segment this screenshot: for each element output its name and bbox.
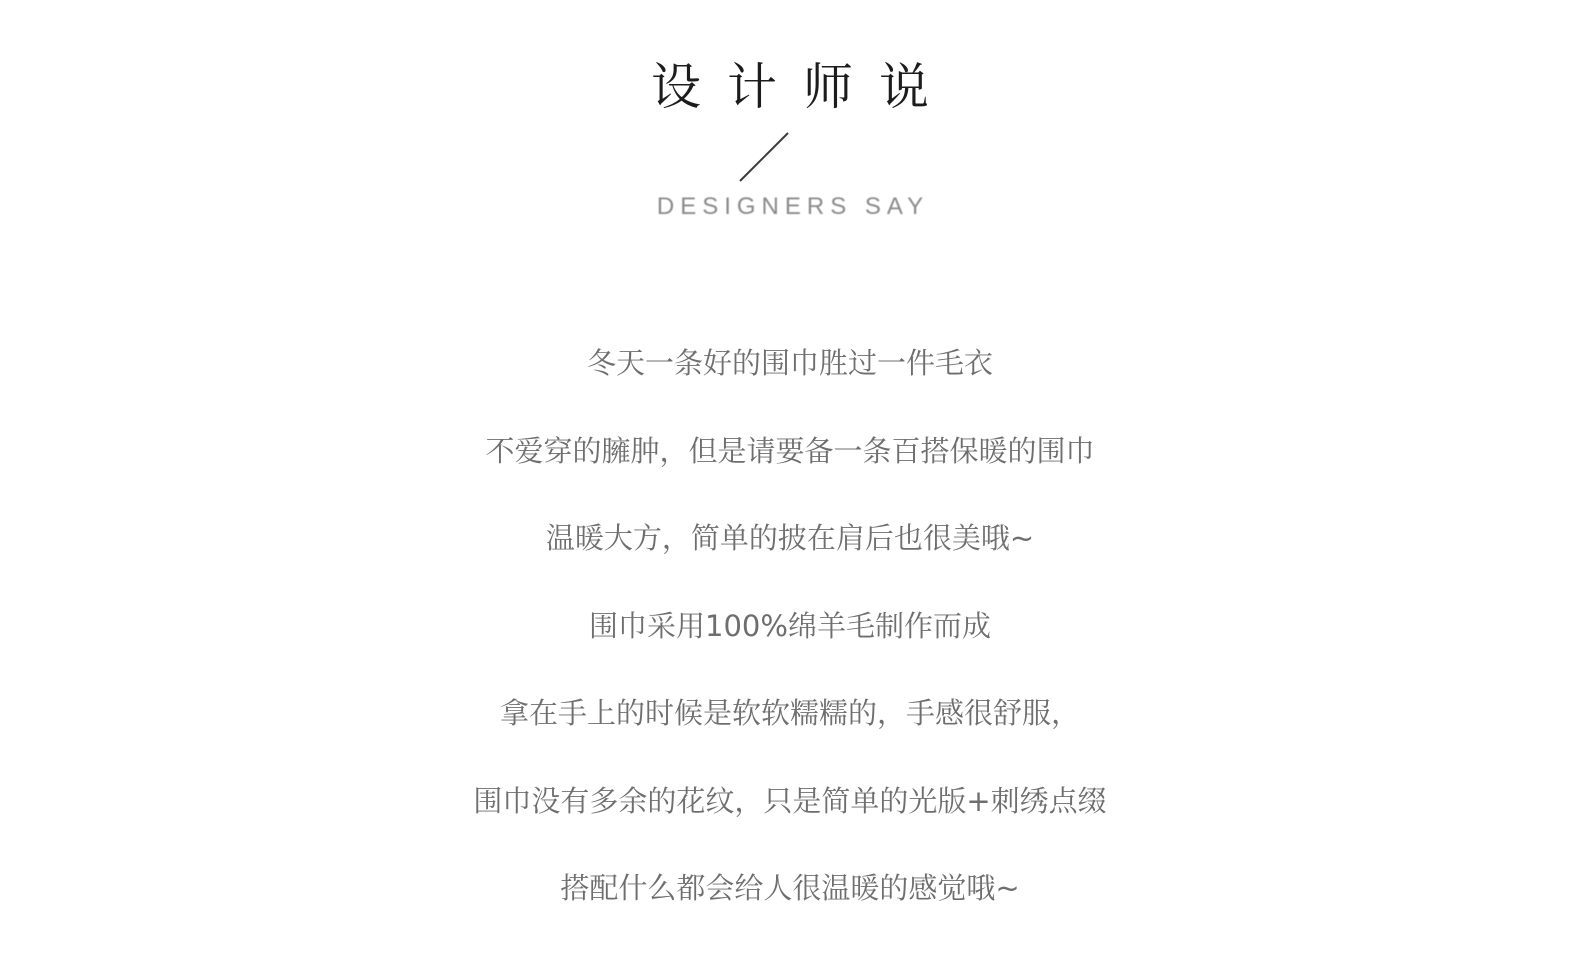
description-line: 搭配什么都会给人很温暖的感觉哦~ — [560, 871, 1020, 905]
description-line: 冬天一条好的围巾胜过一件毛衣 — [586, 346, 993, 380]
description-line: 不爱穿的臃肿，但是请要备一条百搭保暖的围巾 — [485, 433, 1095, 468]
section-title-en: DESIGNERS SAY — [656, 193, 930, 220]
section-title-cn: 设计师说 — [651, 58, 955, 116]
description-line: 围巾采用100%绵羊毛制作而成 — [589, 608, 991, 643]
description-text — [0, 338, 1580, 951]
description-line: 温暖大方，简单的披在肩后也很美哦~ — [545, 521, 1035, 555]
description-line: 围巾没有多余的花纹，只是简单的光版+刺绣点缀 — [473, 783, 1107, 818]
divider-slash — [735, 130, 791, 184]
description-line: 拿在手上的时候是软软糯糯的，手感很舒服， — [499, 696, 1080, 730]
